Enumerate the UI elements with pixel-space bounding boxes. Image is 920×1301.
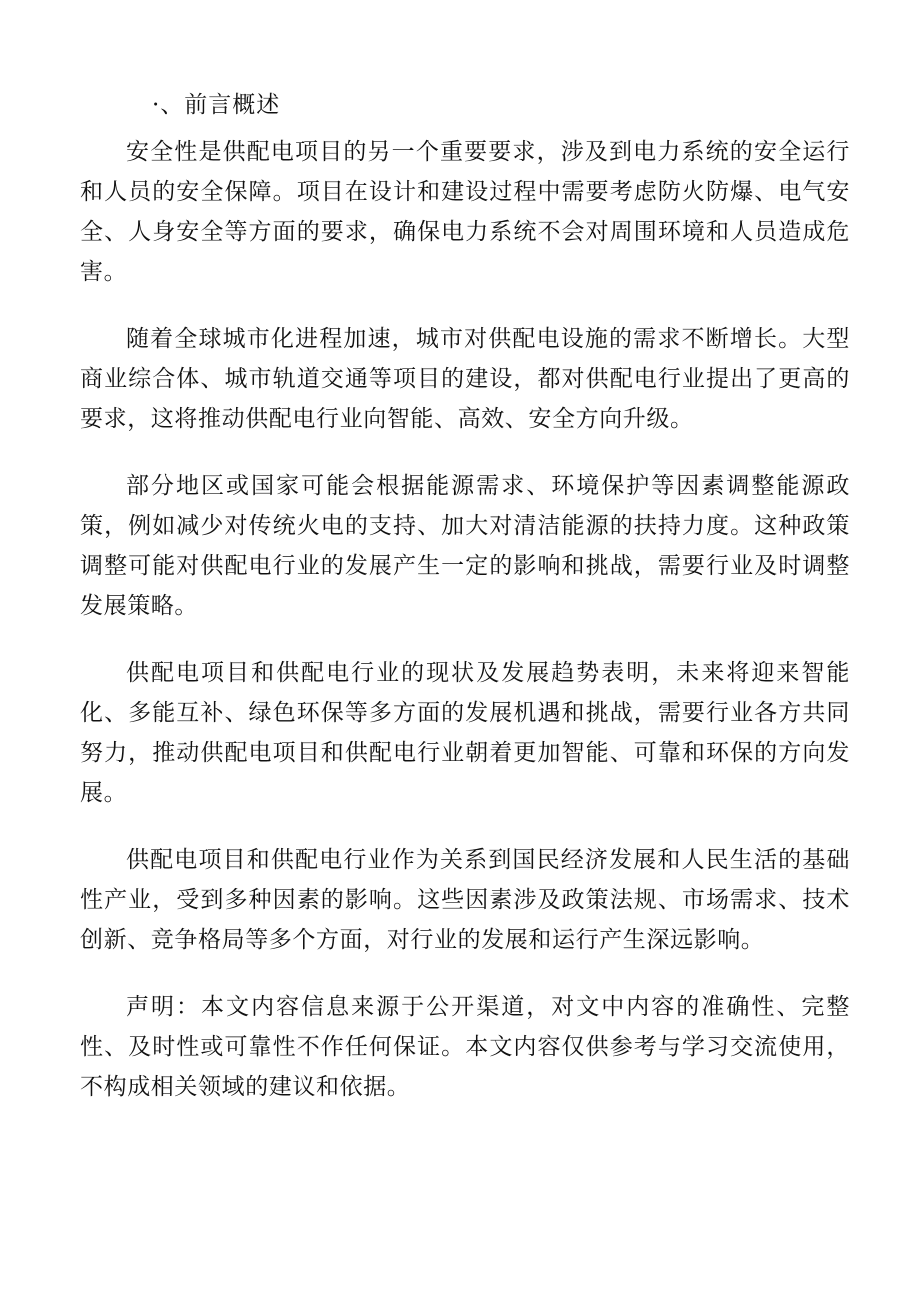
paragraph-energy-policy: 部分地区或国家可能会根据能源需求、环境保护等因素调整能源政策，例如减少对传统火电的支持、加大对清洁能源的扶持力度。这种政策调整可能对供配电行业的发展产生一定的影响和挑战，需要行业及时调整发展策略。 xyxy=(80,473,850,619)
paragraph-urbanization: 随着全球城市化进程加速，城市对供配电设施的需求不断增长。大型商业综合体、城市轨道交通等项目的建设，都对供配电行业提出了更高的要求，这将推动供配电行业向智能、高效、安全方向升级。 xyxy=(80,326,850,432)
document-page xyxy=(80,85,850,1134)
paragraph-safety: 安全性是供配电项目的另一个重要要求，涉及到电力系统的安全运行和人员的安全保障。项目在设计和建设过程中需要考虑防火防爆、电气安全、人身安全等方面的要求，确保电力系统不会对周围环境和人员造成危害。 xyxy=(80,139,850,285)
paragraph-development-trend: 供配电项目和供配电行业的现状及发展趋势表明，未来将迎来智能化、多能互补、绿色环保等多方面的发展机遇和挑战，需要行业各方共同努力，推动供配电项目和供配电行业朝着更加智能、可靠和环保的方向发展。 xyxy=(80,660,850,806)
paragraph-influencing-factors: 供配电项目和供配电行业作为关系到国民经济发展和人民生活的基础性产业，受到多种因素的影响。这些因素涉及政策法规、市场需求、技术创新、竞争格局等多个方面，对行业的发展和运行产生深远影响。 xyxy=(80,847,850,953)
section-heading: ·、前言概述 xyxy=(152,92,281,118)
paragraph-disclaimer: 声明：本文内容信息来源于公开渠道，对文中内容的准确性、完整性、及时性或可靠性不作任何保证。本文内容仅供参考与学习交流使用，不构成相关领域的建议和依据。 xyxy=(80,994,850,1100)
